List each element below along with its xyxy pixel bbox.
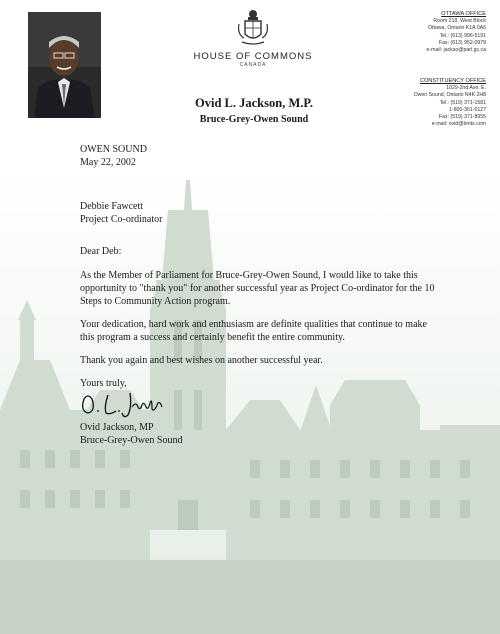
handwritten-signature: [78, 389, 166, 421]
paragraph-2-line-1: Your dedication, hard work and enthusiasm are definite qualities that continue to make: [80, 319, 427, 330]
ottawa-office-line: Room 218, West Block: [433, 18, 486, 25]
constituency-office-phone: Tel.: (519) 371-1581: [439, 99, 486, 106]
salutation: Dear Deb:: [80, 246, 122, 257]
mp-name-heading: Ovid L. Jackson, M.P.: [195, 96, 313, 110]
paragraph-3: Thank you again and best wishes on another successful year.: [80, 355, 323, 366]
ottawa-office-heading: OTTAWA OFFICE: [441, 11, 486, 17]
letter-place: OWEN SOUND: [80, 144, 147, 155]
constituency-office-line: Owen Sound, Ontario N4K 2H8: [413, 92, 486, 99]
ottawa-office-block: [376, 11, 486, 54]
paragraph-1-line-3: Steps to Community Action program.: [80, 296, 231, 307]
constituency-office-email: e-mail: ovid@bmts.com: [431, 121, 486, 128]
signer-riding: Bruce-Grey-Owen Sound: [80, 435, 183, 446]
ottawa-office-email: e-mail: jackso@parl.gc.ca: [426, 47, 486, 54]
ottawa-office-line: Ottawa, Ontario K1A 0A6: [428, 25, 486, 32]
paragraph-1-line-2: opportunity to "thank you" for another successful year as Project Co-ordinator for the 10: [80, 283, 435, 294]
signer-name: Ovid Jackson, MP: [80, 422, 154, 433]
parliament-watermark: [0, 170, 500, 634]
constituency-office-block: [376, 78, 486, 128]
paragraph-1-line-1: As the Member of Parliament for Bruce-Grey-Owen Sound, I would like to take this: [80, 270, 418, 281]
constituency-office-fax: Fax: (519) 371-8955: [438, 114, 486, 121]
constituency-office-line: 1029-2nd Ave. E.: [446, 85, 486, 92]
coat-of-arms-icon: [236, 8, 270, 48]
letter-date: May 22, 2002: [80, 157, 136, 168]
recipient-title: Project Co-ordinator: [80, 214, 163, 225]
closing: Yours truly,: [80, 378, 127, 389]
mp-portrait-photo: [28, 12, 101, 118]
recipient-name: Debbie Fawcett: [80, 201, 144, 212]
constituency-office-tollfree: 1-800-361-0127: [449, 106, 486, 113]
constituency-office-heading: CONSTITUENCY OFFICE: [419, 78, 486, 84]
riding-heading: Bruce-Grey-Owen Sound: [199, 114, 309, 125]
country-label: CANADA: [239, 62, 267, 68]
paragraph-2-line-2: this program a success and certainly benefit the entire community.: [80, 332, 345, 343]
house-of-commons-title: HOUSE OF COMMONS: [193, 51, 313, 62]
ottawa-office-fax: Fax: (613) 952-0979: [438, 39, 486, 46]
ottawa-office-phone: Tel.: (613) 996-5191: [439, 32, 486, 39]
